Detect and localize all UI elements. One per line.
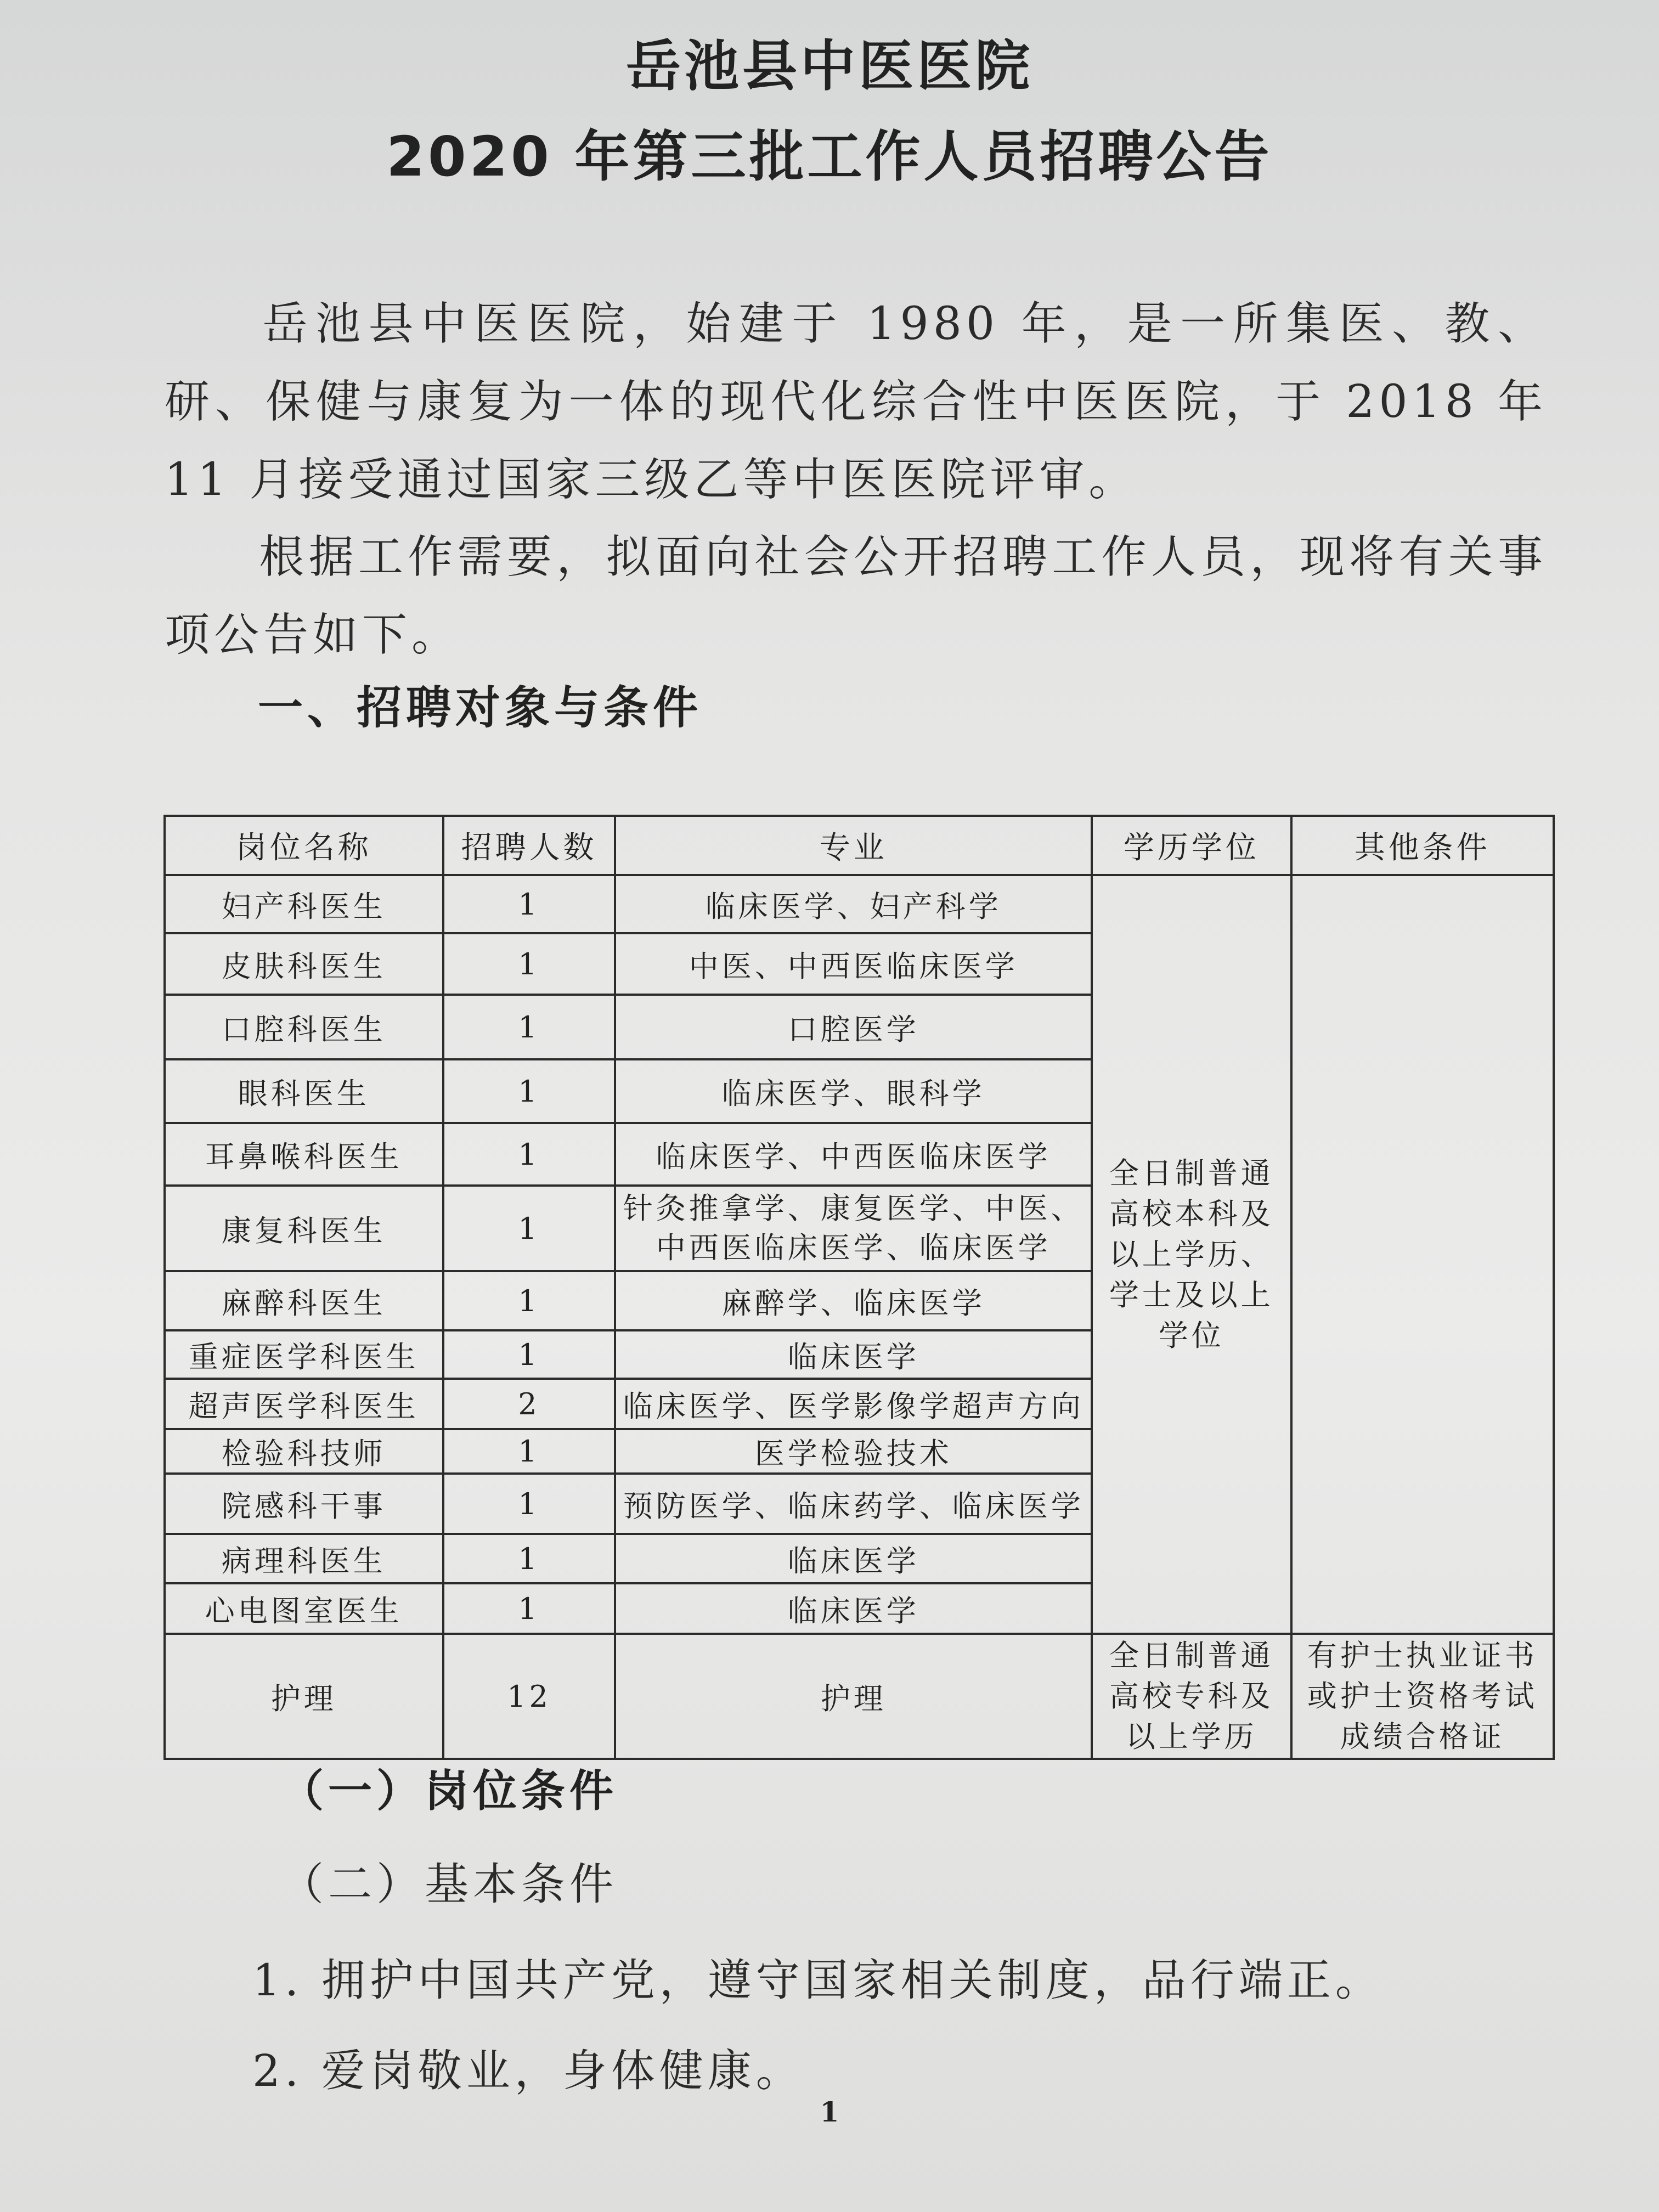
cell-major: 医学检验技术 [615,1429,1092,1474]
page-number: 1 [820,2096,839,2128]
cell-major: 临床医学 [615,1583,1092,1634]
cell-position: 病理科医生 [165,1534,443,1583]
cell-count: 2 [443,1379,616,1429]
section-heading: 一、招聘对象与条件 [258,682,703,734]
purpose-paragraph-text: 根据工作需要，拟面向社会公开招聘工作人员，现将有关事项公告如下。 [165,531,1547,661]
cell-position: 康复科医生 [165,1186,443,1271]
cell-position: 院感科干事 [165,1474,443,1534]
cell-major: 临床医学、中西医临床医学 [615,1123,1092,1186]
cell-count: 1 [443,995,616,1059]
cell-position: 检验科技师 [165,1429,443,1474]
cell-position: 口腔科医生 [165,995,443,1059]
header-major: 专业 [615,816,1092,875]
cell-major: 中医、中西医临床医学 [615,933,1092,995]
header-education: 学历学位 [1092,816,1291,875]
cell-count: 1 [443,1271,616,1330]
cell-other-doctors [1291,875,1554,1634]
cell-count: 1 [443,1534,616,1583]
cell-count: 1 [443,1123,616,1186]
table-row-nursing [165,1634,1554,1759]
cell-major: 预防医学、临床药学、临床医学 [615,1474,1092,1534]
cell-count: 1 [443,1583,616,1634]
cell-position: 眼科医生 [165,1059,443,1123]
cell-major: 临床医学 [615,1534,1092,1583]
cell-major: 临床医学 [615,1330,1092,1379]
cell-count: 1 [443,933,616,995]
cell-education-doctors: 全日制普通高校本科及以上学历、学士及以上学位 [1092,875,1291,1634]
document-subtitle: 2020 年第三批工作人员招聘公告 [386,125,1273,189]
table-header-row [165,816,1554,875]
cell-position: 妇产科医生 [165,875,443,933]
cell-education-nursing: 全日制普通高校专科及以上学历 [1092,1634,1291,1759]
cell-major: 麻醉学、临床医学 [615,1271,1092,1330]
condition-item: 2. 爱岗敬业，身体健康。 [252,2045,804,2096]
recruitment-table [163,815,1555,1760]
cell-major: 护理 [615,1634,1092,1759]
condition-item: 1. 拥护中国共产党，遵守国家相关制度，品行端正。 [252,1955,1384,2006]
cell-position: 麻醉科医生 [165,1271,443,1330]
subheading-basic-conditions: （二）基本条件 [280,1859,618,1910]
cell-count: 1 [443,1059,616,1123]
cell-count: 1 [443,1429,616,1474]
document-title: 岳池县中医医院 [626,34,1033,98]
header-count: 招聘人数 [443,816,616,875]
purpose-paragraph [165,518,1547,674]
cell-position: 重症医学科医生 [165,1330,443,1379]
cell-count: 1 [443,1186,616,1271]
cell-other-nursing: 有护士执业证书或护士资格考试成绩合格证 [1291,1634,1554,1759]
cell-count: 1 [443,1330,616,1379]
intro-paragraph [165,285,1547,519]
cell-position: 耳鼻喉科医生 [165,1123,443,1186]
cell-major: 口腔医学 [615,995,1092,1059]
cell-position: 超声医学科医生 [165,1379,443,1429]
cell-position: 护理 [165,1634,443,1759]
cell-count: 1 [443,1474,616,1534]
cell-major: 针灸推拿学、康复医学、中医、中西医临床医学、临床医学 [615,1186,1092,1271]
header-other: 其他条件 [1291,816,1554,875]
cell-position: 皮肤科医生 [165,933,443,995]
cell-major: 临床医学、妇产科学 [615,875,1092,933]
cell-count: 1 [443,875,616,933]
cell-count: 12 [443,1634,616,1759]
cell-major: 临床医学、眼科学 [615,1059,1092,1123]
header-position: 岗位名称 [165,816,443,875]
cell-major: 临床医学、医学影像学超声方向 [615,1379,1092,1429]
table-row [165,875,1554,933]
cell-position: 心电图室医生 [165,1583,443,1634]
intro-paragraph-text: 岳池县中医医院，始建于 1980 年，是一所集医、教、研、保健与康复为一体的现代化综合性中医医院，于 2018 年 11 月接受通过国家三级乙等中医医院评审。 [165,298,1547,506]
subheading-position-conditions: （一）岗位条件 [280,1765,618,1816]
